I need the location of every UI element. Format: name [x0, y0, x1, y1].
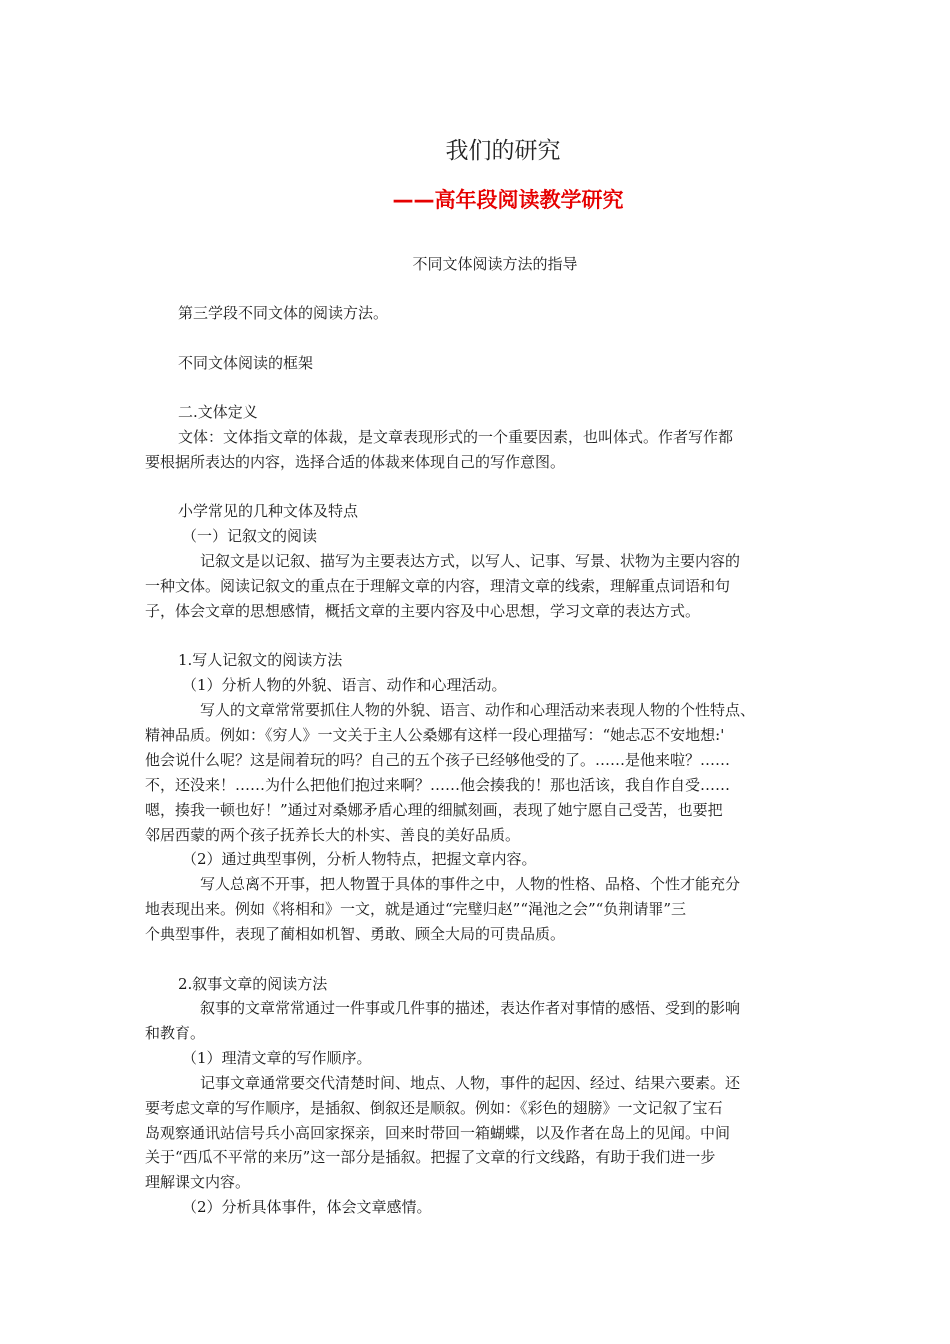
paragraph-line: 写人的文章常常要抓住人物的外貌、语言、动作和心理活动来表现人物的个性特点、 [200, 701, 756, 719]
paragraph-line: 叙事的文章常常通过一件事或几件事的描述，表达作者对事情的感悟、受到的影响 [200, 999, 741, 1017]
paragraph-line: 不，还没来！……为什么把他们抱过来啊？……他会揍我的！那也活该，我自作自受…… [145, 776, 731, 794]
paragraph-line: 2.叙事文章的阅读方法 [178, 975, 328, 993]
paragraph-line: 1.写人记叙文的阅读方法 [178, 651, 343, 669]
paragraph-line: 第三学段不同文体的阅读方法。 [178, 304, 389, 322]
paragraph-line: 小学常见的几种文体及特点 [178, 502, 359, 520]
paragraph-line: （1）理清文章的写作顺序。 [182, 1049, 372, 1067]
paragraph-line: 记事文章通常要交代清楚时间、地点、人物，事件的起因、经过、结果六要素。还 [200, 1074, 741, 1092]
paragraph-line: 二.文体定义 [178, 403, 258, 421]
paragraph-line: 精神品质。例如：《穷人》一文关于主人公桑娜有这样一段心理描写：“她忐忑不安地想:' [145, 726, 725, 744]
document-subtitle: ——高年段阅读教学研究 [392, 188, 624, 212]
paragraph-line: 理解课文内容。 [145, 1173, 251, 1191]
paragraph-line: 记叙文是以记叙、描写为主要表达方式，以写人、记事、写景、状物为主要内容的 [200, 552, 741, 570]
paragraph-line: 邻居西蒙的两个孩子抚养长大的朴实、善良的美好品质。 [145, 826, 521, 844]
paragraph-line: 要考虑文章的写作顺序，是插叙、倒叙还是顺叙。例如：《彩色的翅膀》一文记叙了宝石 [145, 1099, 723, 1117]
paragraph-line: （2）分析具体事件，体会文章感情。 [182, 1198, 432, 1216]
paragraph-line: （一）记叙文的阅读 [182, 527, 318, 545]
paragraph-line: 岛观察通讯站信号兵小高回家探亲，回来时带回一箱蝴蝶，以及作者在岛上的见闻。中间 [145, 1124, 731, 1142]
paragraph-line: 地表现出来。例如《将相和》一文，就是通过“完璧归赵”“渑池之会”“负荆请罪”三 [145, 900, 687, 918]
paragraph-line: （2）通过典型事例，分析人物特点，把握文章内容。 [182, 850, 537, 868]
paragraph-line: 关于“西瓜不平常的来历”这一部分是插叙。把握了文章的行文线路，有助于我们进一步 [145, 1148, 716, 1166]
paragraph-line: （1）分析人物的外貌、语言、动作和心理活动。 [182, 676, 507, 694]
section-heading: 不同文体阅读方法的指导 [412, 255, 578, 273]
paragraph-line: 文体：文体指文章的体裁，是文章表现形式的一个重要因素，也叫体式。作者写作都 [178, 428, 734, 446]
paragraph-line: 他会说什么呢？这是闹着玩的吗？自己的五个孩子已经够他受的了。……是他来啦？…… [145, 751, 731, 769]
paragraph-line: 要根据所表达的内容，选择合适的体裁来体现自己的写作意图。 [145, 453, 566, 471]
paragraph-line: 不同文体阅读的框架 [178, 354, 314, 372]
paragraph-line: 子，体会文章的思想感情，概括文章的主要内容及中心思想，学习文章的表达方式。 [145, 602, 701, 620]
document-title: 我们的研究 [445, 138, 561, 164]
paragraph-line: 写人总离不开事，把人物置于具体的事件之中，人物的性格、品格、个性才能充分 [200, 875, 741, 893]
paragraph-line: 嗯，揍我一顿也好！”通过对桑娜矛盾心理的细腻刻画，表现了她宁愿自己受苦，也要把 [145, 801, 723, 819]
paragraph-line: 一种文体。阅读记叙文的重点在于理解文章的内容，理清文章的线索，理解重点词语和句 [145, 577, 731, 595]
paragraph-line: 个典型事件，表现了蔺相如机智、勇敢、顾全大局的可贵品质。 [145, 925, 566, 943]
paragraph-line: 和教育。 [145, 1024, 206, 1042]
